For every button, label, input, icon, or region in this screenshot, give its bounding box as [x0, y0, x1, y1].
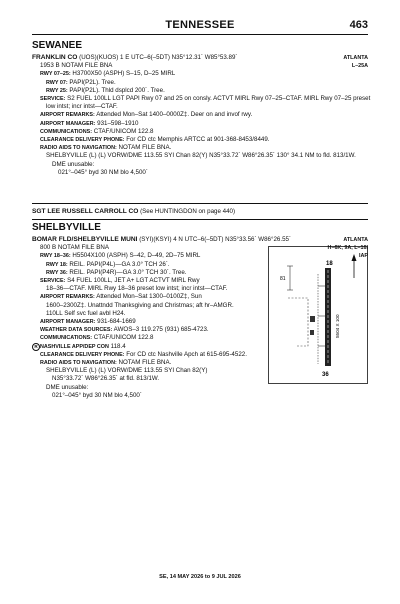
runway-label: RWY 18–36:	[40, 253, 71, 260]
airport-remarks-text-2: 1600–2300Z‡. Unattndd Thanksgiving and Christmas; aft hr–AMGR.	[46, 301, 234, 309]
airport-manager-label: AIRPORT MANAGER:	[40, 319, 96, 326]
cross-reference-note: (See HUNTINGDON on page 440)	[140, 208, 236, 215]
clearance-text: For CD ctc Nashville Apch at 615-695-4522.	[126, 350, 247, 358]
runway-25-text: PAPI(P2L). Thld dsplcd 200´. Tree.	[69, 86, 165, 94]
runway-label: RWY 07–25:	[40, 71, 71, 78]
city-heading-shelbyville: SHELBYVILLE	[32, 222, 101, 233]
airport-manager-label: AIRPORT MANAGER:	[40, 120, 96, 127]
weather-sources-text: AWOS–3 119.275 (931) 685-4723.	[113, 326, 209, 334]
runway-07-text: PAPI(P2L). Tree.	[69, 78, 116, 86]
communications-text: CTAF/UNICOM 122.8	[93, 127, 154, 135]
page-footer-dates: SE, 14 MAY 2026 to 9 JUL 2026	[159, 574, 241, 580]
airport-remarks-label: AIRPORT REMARKS:	[40, 112, 95, 119]
runway-end-36-label: 36	[322, 372, 329, 378]
radio-aids-label: RADIO AIDS TO NAVIGATION:	[40, 360, 117, 367]
service-label: SERVICE:	[40, 96, 66, 103]
radio-aids-text: NOTAM FILE BNA.	[118, 359, 172, 367]
city-heading-sewanee: SEWANEE	[32, 40, 83, 51]
runway-36-label: RWY 36:	[46, 269, 68, 276]
communications-label: COMMUNICATIONS:	[40, 128, 93, 135]
clearance-label: CLEARANCE DELIVERY PHONE:	[40, 137, 125, 144]
approach-control-icon: R	[32, 343, 40, 351]
radio-aids-text: NOTAM FILE BNA.	[118, 144, 172, 152]
airport-chart: H–6K, 9A, L–16I	[327, 245, 368, 252]
airport-name: FRANKLIN CO	[32, 54, 78, 61]
page-state-title: TENNESSEE	[165, 19, 235, 31]
airport-diagram	[268, 246, 368, 384]
airport-manager-phone: 931–598–1910	[97, 119, 139, 127]
service-label: SERVICE:	[40, 278, 66, 285]
airport-remarks-text: Attended Mon–Sat 1300–0100Z‡, Sun	[96, 293, 202, 301]
iap-label: IAP	[359, 253, 368, 260]
communications-text: CTAF/UNICOM 122.8	[93, 334, 154, 342]
airport-remarks-label: AIRPORT REMARKS:	[40, 294, 95, 301]
building-icon	[310, 330, 314, 335]
clearance-text: For CD ctc Memphis ARTCC at 901-368-8453/8449.	[126, 136, 270, 144]
runway-07-label: RWY 07:	[46, 79, 68, 86]
radio-aids-label: RADIO AIDS TO NAVIGATION:	[40, 145, 117, 152]
vor-text: SHELBYVILLE (L) (L) VORW/DME 113.55 SYI Chan 82(Y)	[46, 367, 208, 375]
airport-remarks-text: Attended Mon–Sat 1400–0000Z‡. Deer on and invof rwy.	[96, 111, 253, 119]
taxiway-outline	[288, 298, 308, 346]
runway-36-text: REIL. PAPI(P4R)—GA 3.0° TCH 30´. Tree.	[69, 268, 187, 276]
vor-text-2: N35°33.72´ W86°26.35´ at fld. 813/1W.	[52, 375, 160, 383]
page-number: 463	[349, 19, 368, 31]
dimension-label: 81	[280, 276, 286, 282]
airport-id-line: (UOS)(KUOS) 1 E UTC–6(–5DT) N35°12.31´ W85°53.89´	[79, 54, 238, 61]
service-text-cont: low intst; incr intst—CTAF.	[46, 103, 118, 111]
communications-label: COMMUNICATIONS:	[40, 335, 93, 342]
runway-end-18-label: 18	[326, 261, 333, 267]
airport-region: ATLANTA	[343, 55, 368, 61]
airport-entry-franklin-co	[32, 54, 371, 177]
service-text: S2 FUEL 100LL LGT PAPI Rwy 07 and 25 on consly. ACTVT MIRL Rwy 07–25–CTAF. MIRL Rwy 07–25 preset	[67, 95, 371, 103]
section-rule	[32, 203, 368, 204]
dme-unusable-label: DME unusable:	[52, 160, 95, 168]
clearance-label: CLEARANCE DELIVERY PHONE:	[40, 351, 125, 358]
airport-manager-phone: 931-684-1669	[97, 318, 136, 326]
dme-unusable-detail: 021°–045° byd 30 NM blo 4,500´	[52, 391, 142, 399]
north-arrow-icon	[352, 254, 357, 278]
runway-dimensions-label: 5504 X 100	[335, 314, 340, 338]
runway-text: H5504X100 (ASPH) S–42, D–49, 2D–75 MIRL	[72, 252, 201, 260]
weather-sources-label: WEATHER DATA SOURCES:	[40, 327, 113, 334]
airport-id-line: (SYI)(KSYI) 4 N UTC–6(–5DT) N35°33.56´ W86°26.55´	[139, 236, 292, 243]
airport-remarks-text-3: 110LL Self svc fuel avbl H24.	[46, 309, 126, 317]
runway-18-text: REIL. PAPI(P4L)—GA 3.0° TCH 26´.	[69, 260, 170, 268]
airport-chart: L–25A	[351, 63, 368, 70]
runway-text: H3700X50 (ASPH) S–15, D–25 MIRL	[72, 70, 176, 78]
dme-unusable-label: DME unusable:	[46, 383, 89, 391]
dme-unusable-detail: 021°–045° byd 30 NM blo 4,500´	[58, 168, 148, 176]
approach-control-freq: 118.4	[110, 342, 126, 350]
runway-18-label: RWY 18:	[46, 261, 68, 268]
header-rule	[32, 34, 368, 35]
airport-name: BOMAR FLD/SHELBYVILLE MUNI	[32, 236, 138, 243]
dimension-marker	[287, 266, 293, 290]
building-icon	[310, 316, 315, 322]
approach-control-label: NASHVILLE APP/DEP CON	[40, 343, 109, 350]
vor-text: SHELBYVILLE (L) (L) VORW/DME 113.55 SYI Chan 82(Y) N35°33.72´ W86°26.35´ 130° 34.1 NM to fld. 813/1W.	[46, 152, 356, 160]
airport-elevation-line: 1953 B NOTAM FILE BNA	[40, 62, 113, 70]
section-rule	[32, 219, 368, 220]
service-text-cont: 18–36—CTAF. MIRL Rwy 18–36 preset low intst; incr intst—CTAF.	[46, 285, 228, 293]
airport-region: ATLANTA	[343, 237, 368, 243]
airport-entry-sgt-lee	[32, 208, 368, 216]
airport-name-sgt-lee: SGT LEE RUSSELL CARROLL CO	[32, 208, 139, 215]
service-text: S4 FUEL 100LL, JET A+ LGT ACTVT MIRL Rwy	[67, 277, 200, 285]
runway-25-label: RWY 25:	[46, 87, 68, 94]
airport-elevation-line: 800 B NOTAM FILE BNA	[40, 244, 109, 252]
